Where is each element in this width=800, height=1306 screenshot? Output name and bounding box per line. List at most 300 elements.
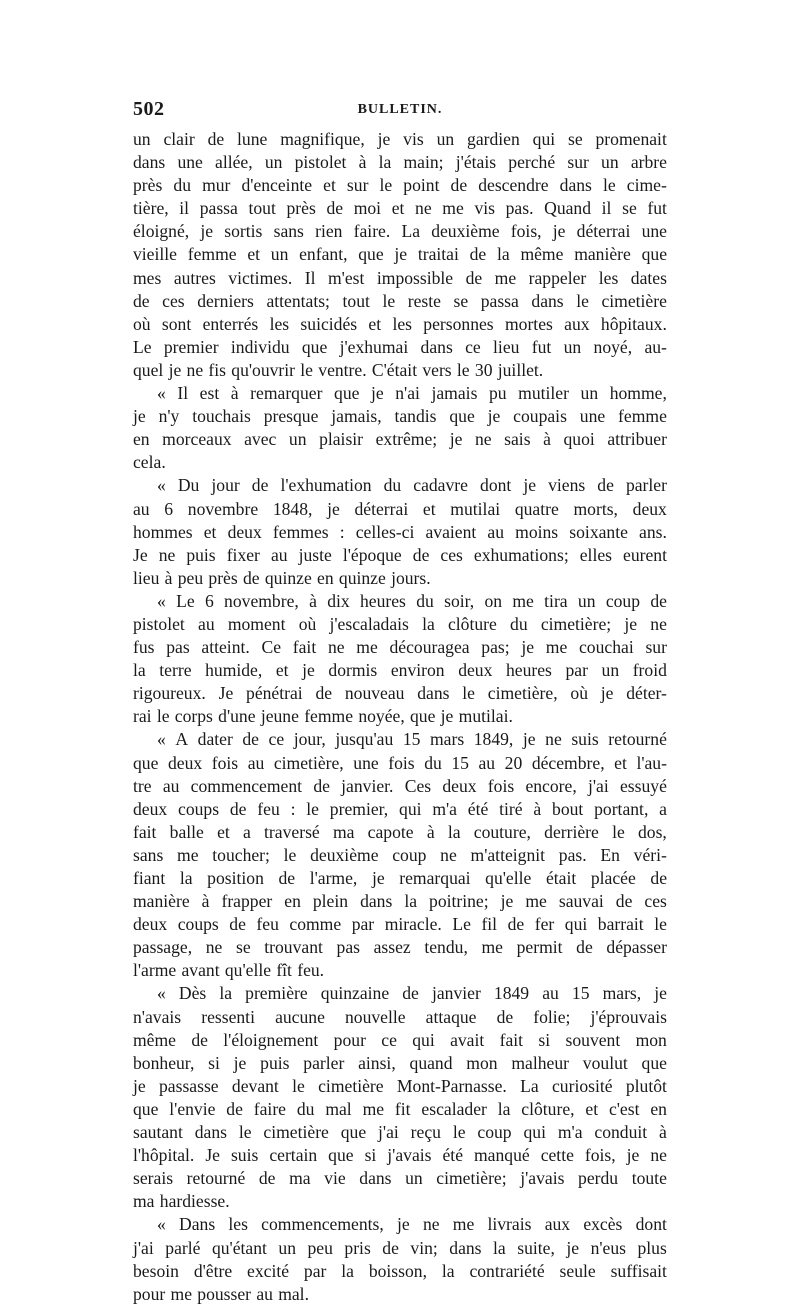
word: derrière — [544, 821, 599, 842]
word: tira — [544, 590, 568, 611]
word: j'escaladais — [329, 613, 409, 634]
text-line — [133, 821, 667, 844]
text-line — [133, 382, 667, 405]
word: près — [208, 567, 238, 588]
word: magnifique, — [280, 129, 365, 149]
word: de — [226, 1098, 243, 1119]
word: : — [339, 521, 345, 542]
text-line — [133, 405, 667, 428]
word: je — [522, 729, 536, 750]
text-line — [133, 1029, 667, 1052]
word: vieille — [133, 244, 177, 265]
text-line — [133, 428, 667, 451]
word: qui — [412, 1029, 435, 1050]
word: capote — [367, 821, 414, 842]
word: essuyé — [619, 775, 667, 796]
word: enfant, — [299, 244, 348, 265]
word: clôture, — [521, 1098, 575, 1119]
text-line — [133, 174, 667, 197]
word: dépasser — [606, 937, 667, 958]
word: la — [378, 152, 392, 173]
word: pris — [344, 1237, 371, 1258]
word: les — [228, 1214, 248, 1235]
word: de — [242, 729, 259, 750]
text-line — [133, 752, 667, 775]
word: ne — [158, 544, 176, 565]
word: mon — [635, 1029, 667, 1050]
word: coup — [605, 590, 641, 611]
word: commencement — [190, 775, 303, 796]
word: deux — [167, 752, 203, 773]
text-line — [133, 1213, 667, 1236]
word: parler — [625, 475, 667, 496]
word: rappeler — [528, 267, 587, 288]
word: pas; — [481, 637, 510, 658]
word: m'est — [328, 267, 365, 288]
word: je — [552, 221, 566, 242]
word: à — [426, 821, 435, 842]
word: de — [650, 590, 667, 611]
text-line — [133, 1052, 667, 1075]
word: je — [566, 1237, 580, 1258]
word: fut — [531, 336, 552, 357]
text-line — [133, 728, 667, 751]
word: on — [484, 590, 503, 611]
word: au — [162, 775, 180, 796]
word: hôpitaux. — [600, 313, 667, 334]
word: hardiesse. — [159, 1191, 230, 1212]
word: j'avais — [520, 1168, 565, 1189]
word: mon — [466, 1052, 498, 1073]
word: victimes. — [228, 267, 293, 288]
word: jour, — [293, 729, 326, 750]
word: dont — [480, 475, 512, 496]
word: coup — [392, 844, 427, 865]
word: me — [512, 590, 534, 611]
word: si — [538, 1029, 551, 1050]
word: derniers — [197, 290, 254, 311]
word: que — [358, 244, 384, 265]
word: je — [440, 706, 454, 727]
word: encore, — [525, 775, 577, 796]
word: faire — [253, 1098, 286, 1119]
word: sur — [567, 152, 589, 173]
word: le — [612, 821, 625, 842]
word: je — [600, 683, 614, 704]
page-number: 502 — [133, 98, 165, 120]
word: ressenti — [201, 1006, 255, 1027]
word: se — [622, 198, 637, 219]
word: fait — [292, 637, 317, 658]
word: l'arme, — [309, 868, 358, 888]
word: tiré — [499, 798, 523, 819]
word: en — [317, 567, 334, 588]
word: femme — [618, 406, 667, 427]
word: plutôt — [625, 1075, 667, 1096]
word: les — [269, 313, 290, 334]
word: m'atteignit — [470, 844, 546, 865]
word: me — [525, 891, 547, 912]
word: point — [403, 175, 440, 196]
word: puis — [186, 544, 216, 565]
word: sais — [504, 429, 531, 450]
word: fois, — [510, 221, 542, 242]
word: le — [602, 175, 616, 196]
word: conduit — [594, 1122, 648, 1143]
word: main; — [403, 152, 444, 173]
word: de — [650, 868, 667, 888]
word: décembre, — [531, 752, 605, 773]
word: perdu — [578, 1168, 619, 1189]
word: que — [133, 752, 159, 773]
word: de — [313, 775, 330, 796]
word: le — [456, 359, 470, 380]
word: peu — [177, 567, 204, 588]
word: plein — [312, 891, 349, 912]
word: deux — [442, 775, 477, 796]
word: déterrai — [576, 221, 631, 242]
word: pénétrai — [246, 683, 303, 704]
word: et — [323, 175, 336, 196]
word: soir, — [444, 590, 475, 611]
word: plus — [637, 1237, 667, 1258]
word: passage, — [133, 937, 193, 958]
word: l'hôpital. — [133, 1145, 195, 1166]
word: je — [371, 868, 385, 888]
word: qu'elle — [485, 868, 532, 888]
word: une — [641, 221, 667, 242]
word: de — [133, 290, 150, 311]
word: cela. — [133, 452, 166, 473]
word: reste — [407, 290, 441, 311]
word: à — [201, 891, 210, 912]
word: du — [173, 175, 191, 196]
text-line — [133, 336, 667, 359]
word: « — [157, 729, 166, 750]
word: ne — [650, 1145, 667, 1166]
word: promenait — [595, 129, 667, 149]
word: je — [624, 613, 638, 634]
word: manqué — [474, 1145, 530, 1166]
word: attentats; — [266, 290, 330, 311]
word: vis — [474, 198, 495, 219]
word: la — [496, 244, 510, 265]
word: fait — [499, 1029, 524, 1050]
word: m'a — [557, 1122, 583, 1143]
word: livrais — [487, 1214, 532, 1235]
word: avaient — [425, 521, 477, 542]
word: bout — [552, 798, 584, 819]
word: C'était — [371, 359, 418, 380]
word: parler — [303, 1052, 345, 1073]
word: pistolet — [294, 152, 347, 173]
word: et — [275, 660, 289, 681]
word: Je — [205, 1145, 220, 1166]
text-line — [133, 775, 667, 798]
word: puis — [260, 1052, 290, 1073]
word: à — [309, 590, 317, 611]
word: passasse — [159, 1075, 219, 1096]
word: tre — [133, 775, 152, 796]
text-line — [133, 1190, 667, 1213]
text-line — [133, 313, 667, 336]
word: impossible — [376, 267, 454, 288]
word: quinze — [264, 567, 312, 588]
word: moi — [353, 198, 382, 219]
word: le — [238, 1122, 252, 1143]
word: mal — [325, 1098, 352, 1119]
word: du — [424, 752, 442, 773]
word: serais — [133, 1168, 174, 1189]
word: voulut — [582, 1052, 628, 1073]
word: a — [659, 798, 667, 819]
word: comme — [289, 914, 342, 935]
word: je — [168, 359, 182, 380]
word: que — [328, 1145, 354, 1166]
word: je — [521, 637, 535, 658]
word: miracle. — [384, 914, 442, 935]
word: noyée, — [358, 706, 405, 727]
word: vie — [324, 1168, 346, 1189]
word: avec — [244, 429, 277, 450]
text-line — [133, 890, 667, 913]
word: mutilai. — [458, 706, 513, 727]
text-line — [133, 1098, 667, 1121]
word: ce — [381, 1029, 397, 1050]
word: l'arme — [133, 960, 177, 981]
word: de — [412, 544, 430, 565]
word: je — [487, 406, 501, 427]
word: et — [422, 498, 436, 519]
word: ces — [162, 290, 185, 311]
word: la — [404, 891, 418, 912]
word: j'exhumai — [339, 336, 409, 357]
word: ventre. — [318, 359, 367, 380]
word: j'ai — [378, 1122, 399, 1143]
text-line — [133, 659, 667, 682]
word: que — [301, 336, 328, 357]
word: premier — [163, 336, 219, 357]
word: premier, — [329, 798, 389, 819]
text-line — [133, 1283, 667, 1306]
word: j'ai — [133, 1237, 154, 1258]
word: au — [270, 544, 288, 565]
word: à — [659, 1122, 667, 1143]
word: me — [177, 844, 199, 865]
word: lune — [237, 129, 268, 149]
word: balle — [169, 821, 204, 842]
word: tière, — [133, 198, 169, 219]
word: l'au- — [636, 752, 667, 773]
word: véri- — [633, 844, 667, 865]
word: même — [133, 1029, 176, 1050]
word: aux — [564, 313, 590, 334]
word: il — [179, 198, 190, 219]
word: dormis — [328, 660, 378, 681]
word: moment — [227, 613, 286, 634]
text-line — [133, 1260, 667, 1283]
word: reçu — [410, 1122, 441, 1143]
word: toute — [631, 1168, 667, 1189]
word: et — [391, 198, 405, 219]
word: de — [382, 1237, 399, 1258]
word: rien — [315, 221, 343, 242]
word: toucher; — [212, 844, 270, 865]
word: coups — [178, 798, 220, 819]
word: barrait — [597, 914, 644, 935]
word: devant — [231, 1075, 279, 1096]
word: que — [410, 706, 436, 727]
word: un — [601, 660, 620, 681]
text-line — [133, 567, 667, 590]
text-line — [133, 128, 667, 151]
word: de — [469, 244, 487, 265]
word: femmes — [272, 521, 329, 542]
word: de — [507, 914, 525, 935]
word: fis — [208, 359, 226, 380]
word: pousser — [197, 1283, 252, 1304]
word: et — [217, 821, 230, 842]
word: « — [157, 983, 166, 1004]
word: cimetière; — [540, 613, 612, 634]
word: juste — [298, 544, 332, 565]
word: pas. — [558, 844, 587, 865]
word: sans — [133, 844, 164, 865]
word: un — [580, 383, 599, 404]
text-line — [133, 498, 667, 521]
word: mutilai — [450, 498, 501, 519]
word: une — [177, 152, 203, 173]
word: et — [585, 1098, 599, 1119]
word: vin; — [410, 1237, 438, 1258]
word: novembre, — [224, 590, 299, 611]
word: perché — [508, 152, 556, 173]
word: c'est — [608, 1098, 640, 1119]
word: fit — [394, 1098, 411, 1119]
word: fer — [534, 914, 555, 935]
word: clôture — [447, 613, 497, 634]
text-line — [133, 359, 667, 382]
word: deuxième — [431, 221, 500, 242]
word: dans — [531, 290, 564, 311]
word: du — [510, 613, 528, 634]
word: pas — [166, 637, 190, 658]
word: à — [543, 429, 551, 450]
word: retourné — [608, 729, 667, 750]
word: ne — [327, 637, 345, 658]
word: d'enceinte — [241, 175, 313, 196]
word: cadavre — [413, 475, 468, 496]
word: aucune — [275, 1006, 325, 1027]
word: 6 — [164, 498, 174, 519]
word: un — [288, 429, 307, 450]
word: attribuer — [607, 429, 667, 450]
word: ce — [268, 729, 285, 750]
word: Quand — [544, 198, 592, 219]
word: morts, — [573, 498, 618, 519]
text-line — [133, 913, 667, 936]
word: le — [292, 1075, 305, 1096]
word: : — [290, 798, 296, 819]
word: où — [570, 683, 588, 704]
word: moins — [515, 521, 559, 542]
word: en — [650, 1098, 667, 1119]
word: à — [533, 798, 542, 819]
text-line — [133, 1237, 667, 1260]
word: Ces — [404, 775, 432, 796]
word: se — [453, 290, 469, 311]
word: de — [450, 175, 468, 196]
word: presque — [263, 406, 319, 427]
word: ne — [440, 844, 457, 865]
word: suis — [230, 1145, 259, 1166]
text-line — [133, 682, 667, 705]
word: pas. — [505, 198, 534, 219]
word: ne — [415, 198, 432, 219]
word: seule — [559, 1260, 596, 1281]
word: me — [442, 198, 464, 219]
word: un — [270, 244, 289, 265]
word: je — [654, 983, 667, 1004]
word: dans — [417, 683, 450, 704]
word: A — [175, 729, 189, 750]
word: au — [247, 752, 265, 773]
word: mars — [429, 729, 465, 750]
word: n'ai — [395, 383, 420, 404]
word: j'ai — [587, 775, 609, 796]
word: la — [179, 868, 193, 888]
word: me — [494, 267, 517, 288]
word: dans — [194, 1122, 227, 1143]
text-line — [133, 844, 667, 867]
word: je — [626, 1145, 640, 1166]
word: boisson, — [368, 1260, 427, 1281]
word: la — [441, 1260, 455, 1281]
word: celles-ci — [355, 521, 415, 542]
word: je — [133, 1075, 146, 1096]
word: mutiler — [518, 383, 569, 404]
word: ma — [289, 1168, 311, 1189]
word: clair — [163, 129, 195, 149]
word: ne — [545, 729, 562, 750]
word: le — [576, 290, 589, 311]
word: Du — [177, 475, 200, 496]
word: le — [452, 1122, 466, 1143]
word: lieu — [133, 567, 160, 588]
word: remarquai — [399, 868, 471, 888]
text-line — [133, 521, 667, 544]
word: individu — [230, 336, 290, 357]
word: enterrés — [202, 313, 259, 334]
word: passa — [480, 290, 519, 311]
word: sont — [161, 313, 192, 334]
word: a — [243, 821, 251, 842]
word: aux — [544, 1214, 571, 1235]
word: un — [264, 152, 283, 173]
word: Il — [177, 383, 189, 404]
word: de — [207, 129, 225, 149]
word: « — [157, 383, 166, 404]
word: un — [601, 152, 619, 173]
text-line — [133, 867, 667, 890]
word: je — [397, 1214, 410, 1235]
word: pour — [333, 1029, 366, 1050]
word: et — [203, 521, 217, 542]
word: 1849 — [493, 983, 530, 1004]
word: et — [247, 244, 261, 265]
word: deux — [458, 660, 493, 681]
word: escalader — [421, 1098, 487, 1119]
